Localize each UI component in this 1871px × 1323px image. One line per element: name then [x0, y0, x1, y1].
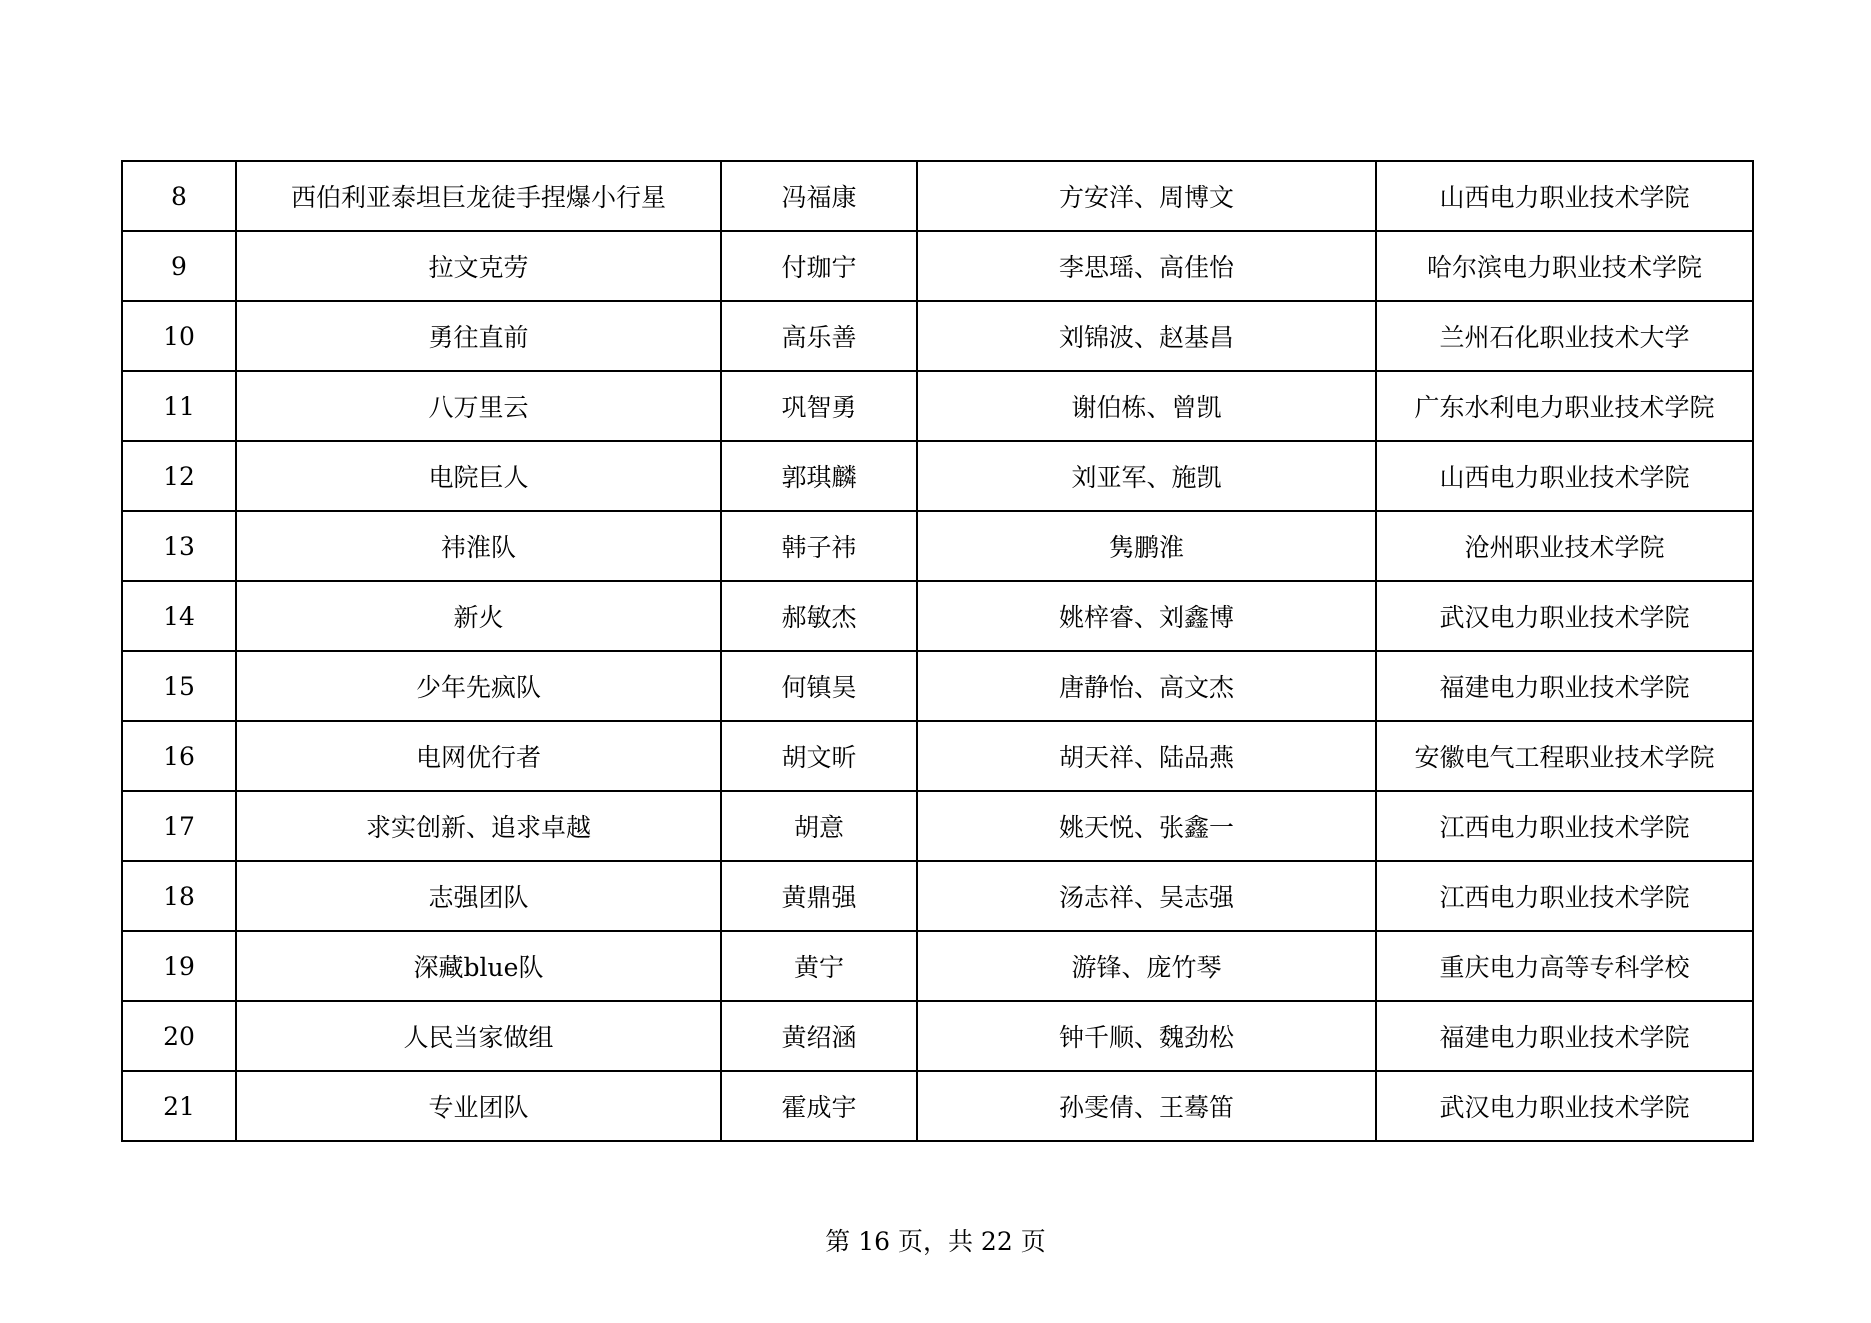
team-leader-cell: 胡文昕 — [721, 721, 917, 791]
row-number-cell: 18 — [122, 861, 236, 931]
team-name-cell: 深藏blue队 — [236, 931, 721, 1001]
team-leader-cell: 郭琪麟 — [721, 441, 917, 511]
table-row — [122, 581, 1753, 651]
table-row — [122, 861, 1753, 931]
team-leader-cell: 付珈宁 — [721, 231, 917, 301]
team-leader-cell: 黄宁 — [721, 931, 917, 1001]
team-members-cell: 姚天悦、张鑫一 — [917, 791, 1376, 861]
team-members-cell: 姚梓睿、刘鑫博 — [917, 581, 1376, 651]
team-leader-cell: 胡意 — [721, 791, 917, 861]
team-leader-cell: 霍成宇 — [721, 1071, 917, 1141]
team-members-cell: 游锋、庞竹琴 — [917, 931, 1376, 1001]
school-name-cell: 福建电力职业技术学院 — [1376, 651, 1753, 721]
team-members-cell: 刘亚军、施凯 — [917, 441, 1376, 511]
row-number-cell: 8 — [122, 161, 236, 231]
school-name-cell: 武汉电力职业技术学院 — [1376, 581, 1753, 651]
table-row — [122, 161, 1753, 231]
school-name-cell: 哈尔滨电力职业技术学院 — [1376, 231, 1753, 301]
school-name-cell: 重庆电力高等专科学校 — [1376, 931, 1753, 1001]
team-name-cell: 拉文克劳 — [236, 231, 721, 301]
team-leader-cell: 何镇昊 — [721, 651, 917, 721]
school-name-cell: 福建电力职业技术学院 — [1376, 1001, 1753, 1071]
school-name-cell: 兰州石化职业技术大学 — [1376, 301, 1753, 371]
row-number-cell: 15 — [122, 651, 236, 721]
table-row — [122, 651, 1753, 721]
team-leader-cell: 黄鼎强 — [721, 861, 917, 931]
school-name-cell: 广东水利电力职业技术学院 — [1376, 371, 1753, 441]
table-row — [122, 231, 1753, 301]
school-name-cell: 武汉电力职业技术学院 — [1376, 1071, 1753, 1141]
table-row — [122, 931, 1753, 1001]
table-row — [122, 1001, 1753, 1071]
team-members-cell: 胡天祥、陆品燕 — [917, 721, 1376, 791]
school-name-cell: 江西电力职业技术学院 — [1376, 861, 1753, 931]
team-members-cell: 孙雯倩、王蓦笛 — [917, 1071, 1376, 1141]
page-number: 第 16 页，共 22 页 — [825, 1227, 1046, 1256]
team-name-cell: 电网优行者 — [236, 721, 721, 791]
table-body — [122, 161, 1753, 1141]
team-name-cell: 祎淮队 — [236, 511, 721, 581]
row-number-cell: 17 — [122, 791, 236, 861]
row-number-cell: 10 — [122, 301, 236, 371]
school-name-cell: 山西电力职业技术学院 — [1376, 161, 1753, 231]
team-name-cell: 西伯利亚泰坦巨龙徒手捏爆小行星 — [236, 161, 721, 231]
team-name-cell: 勇往直前 — [236, 301, 721, 371]
team-members-cell: 钟千顺、魏劲松 — [917, 1001, 1376, 1071]
row-number-cell: 9 — [122, 231, 236, 301]
table-row — [122, 371, 1753, 441]
table-row — [122, 721, 1753, 791]
team-members-cell: 唐静怡、高文杰 — [917, 651, 1376, 721]
row-number-cell: 19 — [122, 931, 236, 1001]
table-row — [122, 791, 1753, 861]
table-row — [122, 301, 1753, 371]
team-leader-cell: 郝敏杰 — [721, 581, 917, 651]
team-members-cell: 李思瑶、高佳怡 — [917, 231, 1376, 301]
team-members-cell: 方安洋、周博文 — [917, 161, 1376, 231]
row-number-cell: 14 — [122, 581, 236, 651]
row-number-cell: 16 — [122, 721, 236, 791]
team-name-cell: 八万里云 — [236, 371, 721, 441]
school-name-cell: 山西电力职业技术学院 — [1376, 441, 1753, 511]
team-name-cell: 少年先疯队 — [236, 651, 721, 721]
school-name-cell: 沧州职业技术学院 — [1376, 511, 1753, 581]
team-members-cell: 汤志祥、吴志强 — [917, 861, 1376, 931]
team-members-cell: 谢伯栋、曾凯 — [917, 371, 1376, 441]
team-name-cell: 电院巨人 — [236, 441, 721, 511]
team-name-cell: 新火 — [236, 581, 721, 651]
team-members-cell: 隽鹏淮 — [917, 511, 1376, 581]
row-number-cell: 13 — [122, 511, 236, 581]
page-footer — [0, 1222, 1871, 1258]
team-name-cell: 专业团队 — [236, 1071, 721, 1141]
team-name-cell: 求实创新、追求卓越 — [236, 791, 721, 861]
team-leader-cell: 韩子祎 — [721, 511, 917, 581]
team-members-cell: 刘锦波、赵基昌 — [917, 301, 1376, 371]
school-name-cell: 安徽电气工程职业技术学院 — [1376, 721, 1753, 791]
table-row — [122, 511, 1753, 581]
team-leader-cell: 冯福康 — [721, 161, 917, 231]
row-number-cell: 12 — [122, 441, 236, 511]
row-number-cell: 11 — [122, 371, 236, 441]
team-leader-cell: 黄绍涵 — [721, 1001, 917, 1071]
team-roster-table — [121, 160, 1754, 1142]
row-number-cell: 20 — [122, 1001, 236, 1071]
team-leader-cell: 高乐善 — [721, 301, 917, 371]
table-row — [122, 1071, 1753, 1141]
team-leader-cell: 巩智勇 — [721, 371, 917, 441]
team-name-cell: 志强团队 — [236, 861, 721, 931]
team-name-cell: 人民当家做组 — [236, 1001, 721, 1071]
school-name-cell: 江西电力职业技术学院 — [1376, 791, 1753, 861]
table-row — [122, 441, 1753, 511]
row-number-cell: 21 — [122, 1071, 236, 1141]
